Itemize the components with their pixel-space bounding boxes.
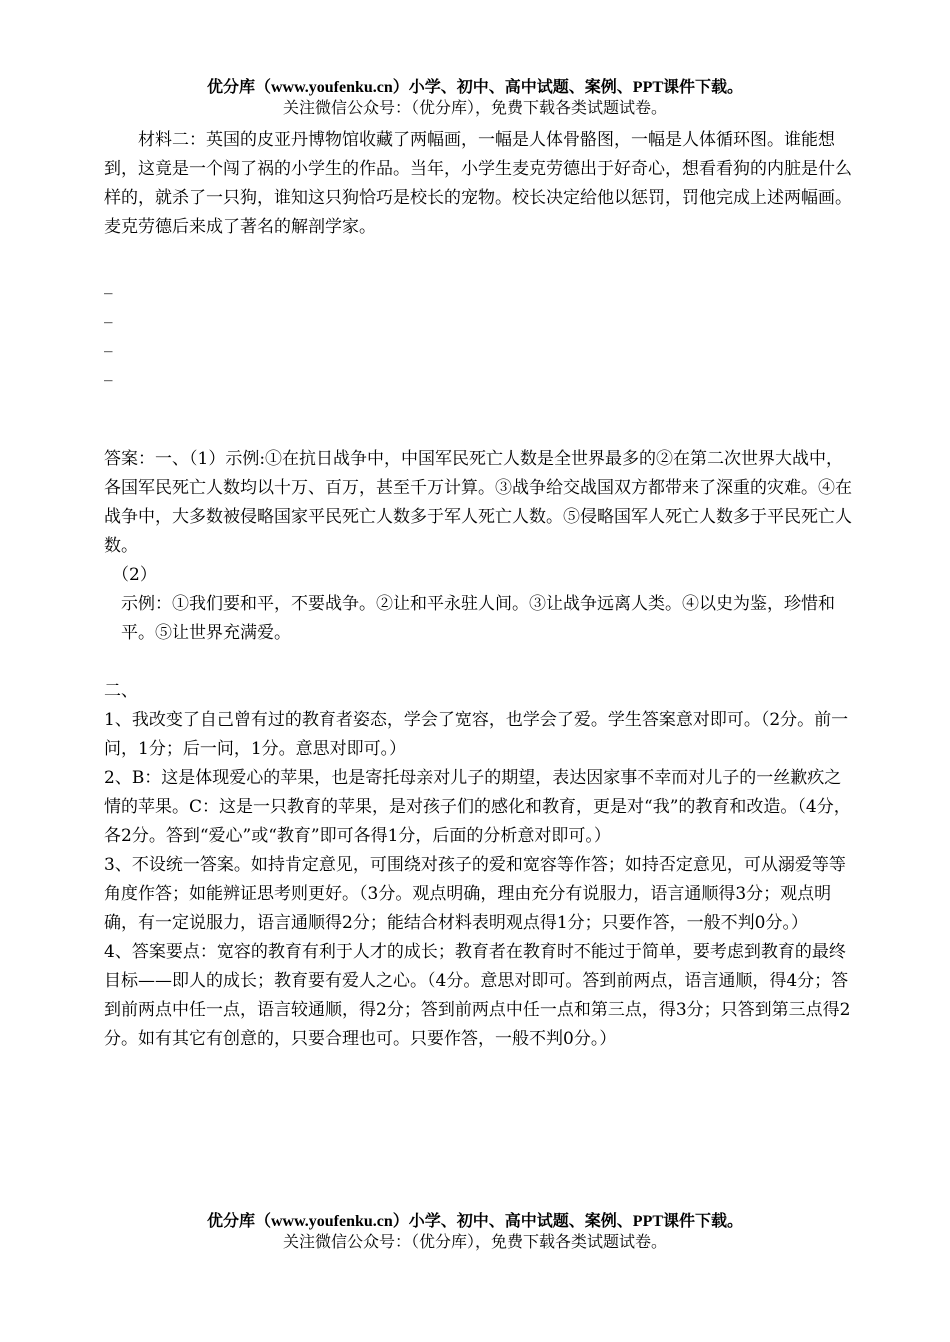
answer-part2-q3: 3、不设统一答案。如持肯定意见，可围绕对孩子的爱和宽容等作答；如持否定意见，可从溺爱等等角度作答；如能辨证思考则更好。（3分。观点明确，理由充分有说服力，语言通顺得3分；观点明确，有一定说服力，语言通顺得2分；能结合材料表明观点得1分；只要作答，一般不判0分。） xyxy=(104,855,846,933)
answer-part1-q2-label: （2） xyxy=(112,565,157,585)
footer-line-2: 关注微信公众号：（优分库），免费下载各类试题试卷。 xyxy=(282,1232,667,1251)
blank-line-1: _ xyxy=(104,275,113,295)
blank-line-3: _ xyxy=(104,333,113,353)
answer-part2-label: 二、 xyxy=(104,681,138,701)
header-line-1: 优分库（www.youfenku.cn）小学、初中、高中试题、案例、PPT课件下载。 xyxy=(206,79,744,96)
answer-part2-q2: 2、B：这是体现爱心的苹果，也是寄托母亲对儿子的期望，表达因家事不幸而对儿子的一丝歉疚之情的苹果。C：这是一只教育的苹果，是对孩子们的感化和教育，更是对“我”的教育和改造。（4分，各2分。答到“爱心”或“教育”即可各得1分，后面的分析意对即可。） xyxy=(104,768,851,846)
answer-part2-q1: 1、我改变了自己曾有过的教育者姿态，学会了宽容，也学会了爱。学生答案意对即可。（2分。前一问，1分；后一问，1分。意思对即可。） xyxy=(104,710,849,759)
spacer xyxy=(104,648,852,677)
footer-line-1: 优分库（www.youfenku.cn）小学、初中、高中试题、案例、PPT课件下载。 xyxy=(206,1213,744,1230)
page-footer xyxy=(0,1212,950,1252)
material-2-paragraph: 材料二：英国的皮亚丹博物馆收藏了两幅画，一幅是人体骨骼图，一幅是人体循环图。谁能想到，这竟是一个闯了祸的小学生的作品。当年，小学生麦克劳德出于好奇心，想看看狗的内脏是什么样的，就杀了一只狗，谁知这只狗恰巧是校长的宠物。校长决定给他以惩罚，罚他完成上述两幅画。麦克劳德后来成了著名的解剖学家。 xyxy=(104,130,852,237)
header-line-2: 关注微信公众号：（优分库），免费下载各类试题试卷。 xyxy=(282,98,667,117)
page-header xyxy=(0,78,950,118)
document-body xyxy=(104,126,852,1054)
spacer xyxy=(104,242,852,271)
blank-line-2: _ xyxy=(104,304,113,324)
blank-line-4: _ xyxy=(104,362,113,382)
spacer xyxy=(104,387,852,445)
answer-part1-q1: 答案：一、（1）示例:①在抗日战争中，中国军民死亡人数是全世界最多的②在第二次世界大战中，各国军民死亡人数均以十万、百万，甚至千万计算。③战争给交战国双方都带来了深重的灾难。④在战争中，大多数被侵略国家平民死亡人数多于军人死亡人数。⑤侵略国军人死亡人数多于平民死亡人数。 xyxy=(104,449,852,556)
answer-part1-q2: 示例：①我们要和平，不要战争。②让和平永驻人间。③让战争远离人类。④以史为鉴，珍惜和平。⑤让世界充满爱。 xyxy=(121,594,835,643)
answer-part2-q4: 4、答案要点：宽容的教育有利于人才的成长；教育者在教育时不能过于简单，要考虑到教育的最终目标——即人的成长；教育要有爱人之心。（4分。意思对即可。答到前两点，语言通顺，得4分；答到前两点中任一点，语言较通顺，得2分；答到前两点中任一点和第三点，得3分；只答到第三点得2分。如有其它有创意的，只要合理也可。只要作答，一般不判0分。） xyxy=(104,942,851,1049)
